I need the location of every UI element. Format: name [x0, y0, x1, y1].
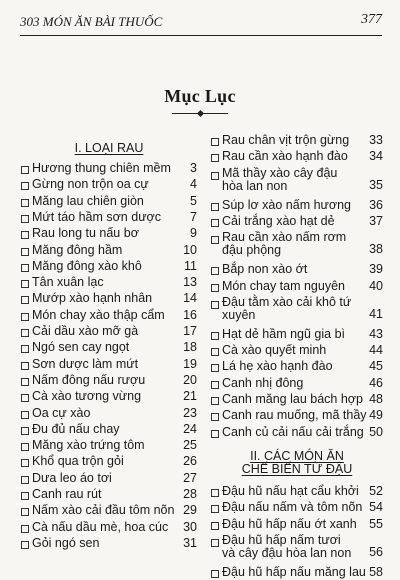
toc-entry-page: 17 — [183, 324, 197, 338]
toc-entry — [21, 537, 197, 551]
toc-entry-page: 39 — [369, 262, 383, 277]
bullet-box-icon — [21, 411, 29, 419]
toc-entry-title: Món chay tam nguyên — [222, 278, 345, 293]
bullet-box-icon — [211, 236, 219, 244]
toc-entry — [21, 472, 197, 486]
toc-entry-title: Canh rau muống, mã thầy — [222, 408, 367, 423]
toc-entry — [21, 374, 197, 388]
toc-entry — [211, 501, 383, 515]
toc-entry-page: 7 — [190, 209, 197, 224]
running-header — [20, 14, 382, 32]
toc-entry-page: 4 — [190, 177, 197, 192]
bullet-box-icon — [211, 301, 219, 309]
toc-entry-page: 44 — [369, 343, 383, 358]
book-title: 303 MÓN ĂN BÀI THUỐC — [20, 14, 163, 29]
toc-entry-page: 9 — [190, 226, 197, 241]
toc-entry-page: 49 — [369, 408, 383, 423]
toc-entry-page: 14 — [183, 291, 197, 306]
bullet-box-icon — [211, 505, 219, 513]
toc-entry-title: Gỏi ngó sen — [32, 535, 100, 550]
toc-entry-title: Đậu hũ nấu hạt cẩu khởi — [222, 483, 359, 498]
toc-entry-title: Rau long tu nấu bơ — [32, 226, 139, 241]
toc-entry-page: 23 — [183, 405, 197, 420]
toc-entry-title: Đậu hũ hấp nấu măng lau — [222, 564, 366, 579]
toc-entry-title: Oa cự xào — [32, 405, 91, 420]
toc-entry-page: 37 — [369, 213, 383, 228]
bullet-box-icon — [21, 182, 29, 190]
page-title: Mục Lục — [164, 86, 236, 106]
bullet-box-icon — [21, 508, 29, 516]
toc-entry-title: Nấm đông nấu rượu — [32, 372, 146, 387]
bullet-box-icon — [21, 541, 29, 549]
bullet-box-icon — [21, 427, 29, 435]
toc-entry-page: 46 — [369, 375, 383, 390]
toc-entry — [21, 178, 197, 192]
title-ornament — [172, 111, 228, 117]
toc-entry — [211, 150, 383, 164]
bullet-box-icon — [211, 489, 219, 497]
toc-entry — [21, 162, 197, 176]
toc-entry — [211, 566, 383, 580]
toc-entry-title: Mướp xào hạnh nhân — [32, 291, 153, 306]
bullet-box-icon — [21, 459, 29, 467]
toc-entry-page: 29 — [183, 503, 197, 518]
toc-entry-page: 27 — [183, 470, 197, 485]
bullet-box-icon — [21, 394, 29, 402]
toc-entry-page: 58 — [369, 564, 383, 579]
bullet-box-icon — [21, 199, 29, 207]
toc-entry — [21, 439, 197, 453]
bullet-box-icon — [211, 430, 219, 438]
toc-entry-page: 38 — [369, 242, 383, 257]
toc-entry-page: 52 — [369, 483, 383, 498]
bullet-box-icon — [21, 231, 29, 239]
bullet-box-icon — [21, 525, 29, 533]
toc-entry — [211, 280, 383, 294]
toc-entry-page: 43 — [369, 326, 383, 341]
toc-entry-title: Canh rau rút — [32, 487, 102, 501]
bullet-box-icon — [21, 378, 29, 386]
toc-entry-page: 16 — [183, 307, 197, 322]
toc-entry — [211, 167, 383, 193]
toc-entry-page: 31 — [183, 535, 197, 550]
toc-entry — [21, 358, 197, 372]
toc-entry — [21, 276, 197, 290]
ornament-diamond — [196, 110, 203, 117]
toc-entry-title: Rau cần xào nấm rơm đậu phộng — [222, 230, 347, 258]
toc-entry — [21, 521, 197, 535]
toc-entry-title: Rau chân vịt trộn gừng — [222, 133, 350, 147]
bullet-box-icon — [21, 476, 29, 484]
toc-entry — [21, 211, 197, 225]
toc-entry-title: Đậu hũ hấp nấu ớt xanh — [222, 516, 357, 531]
toc-entry-page: 25 — [183, 438, 197, 453]
toc-entry-page: 24 — [183, 421, 197, 436]
toc-entry-title: Măng xào trứng tôm — [32, 438, 145, 453]
toc-entry-page: 54 — [369, 500, 383, 515]
page-number: 377 — [361, 12, 382, 27]
toc-entry-page: 21 — [183, 389, 197, 404]
toc-entry-page: 11 — [184, 258, 197, 273]
toc-entry-page: 45 — [369, 359, 383, 374]
header-rule — [20, 35, 382, 36]
toc-entry — [21, 455, 197, 469]
bullet-box-icon — [211, 570, 219, 578]
toc-entry-title: Măng đông xào khô — [32, 258, 142, 273]
toc-entry-title: Đậu tằm xào cải khô tứ xuyên — [222, 294, 352, 322]
toc-entry — [211, 518, 383, 532]
bullet-box-icon — [211, 138, 219, 146]
toc-entry — [21, 325, 197, 339]
bullet-box-icon — [211, 332, 219, 340]
bullet-box-icon — [21, 492, 29, 500]
toc-entry-title: Ngó sen cay ngọt — [32, 340, 130, 355]
bullet-box-icon — [211, 539, 219, 547]
bullet-box-icon — [211, 154, 219, 162]
toc-entry-page: 33 — [369, 133, 383, 147]
toc-entry-title: Hương thung chiên mềm — [32, 161, 171, 175]
toc-entry-title: Cải dầu xào mỡ gà — [32, 324, 139, 338]
toc-entry-page: 10 — [183, 242, 197, 257]
toc-section-heading: I. LOẠI RAU — [74, 141, 144, 155]
toc-entry — [211, 344, 383, 358]
toc-entry-title: Cà xào tương vừng — [32, 389, 142, 404]
toc-entry-page: 20 — [183, 372, 197, 387]
bullet-box-icon — [211, 267, 219, 275]
toc-entry-title: Hạt dẻ hầm ngũ gia bì — [222, 326, 345, 341]
toc-entry — [211, 393, 383, 407]
toc-entry — [21, 423, 197, 437]
toc-entry — [21, 309, 197, 323]
bullet-box-icon — [21, 264, 29, 272]
toc-entry-page: 5 — [190, 193, 197, 208]
bullet-box-icon — [211, 522, 219, 530]
bullet-box-icon — [211, 203, 219, 211]
toc-entry-page: 41 — [369, 306, 383, 321]
toc-entry-title: Canh củ cải nấu cải trắng — [222, 424, 364, 439]
bullet-box-icon — [21, 362, 29, 370]
bullet-box-icon — [211, 172, 219, 180]
bullet-box-icon — [21, 329, 29, 337]
bullet-box-icon — [211, 284, 219, 292]
bullet-box-icon — [21, 248, 29, 256]
toc-entry-title: Canh nhị đông — [222, 375, 304, 390]
bullet-box-icon — [21, 313, 29, 321]
toc-entry — [21, 227, 197, 241]
toc-entry — [211, 328, 383, 342]
toc-entry-title: Măng đông hầm — [32, 242, 123, 257]
toc-entry-title: Nấm xào cải đầu tôm nõn — [32, 503, 175, 518]
toc-section-heading: II. CÁC MÓN ĂN — [250, 448, 344, 463]
toc-entry-page: 34 — [369, 149, 383, 164]
toc-entry — [21, 244, 197, 258]
toc-entry-title: Cải trắng xào hạt dẻ — [222, 213, 335, 228]
bullet-box-icon — [21, 280, 29, 288]
toc-entry — [211, 409, 383, 423]
toc-entry-title: Canh măng lau bách hợp — [222, 392, 363, 406]
toc-entry — [211, 134, 383, 148]
toc-entry-page: 30 — [183, 519, 197, 534]
toc-entry — [21, 407, 197, 421]
bullet-box-icon — [21, 345, 29, 353]
bullet-box-icon — [211, 219, 219, 227]
toc-entry-page: 3 — [190, 161, 197, 175]
toc-entry-title: Súp lơ xào nấm hương — [222, 197, 351, 212]
toc-entry-title: Đậu hũ hấp nấm tươi và cây đậu hòa lan non — [222, 532, 352, 560]
toc-entry — [21, 341, 197, 355]
toc-section-heading: CHẾ BIẾN TỪ ĐẬU — [241, 461, 353, 476]
toc-entry-page: 13 — [183, 275, 197, 290]
toc-entry-page: 36 — [369, 197, 383, 212]
toc-entry — [21, 488, 197, 502]
toc-entry — [211, 426, 383, 440]
toc-entry — [21, 195, 197, 209]
toc-entry-title: Món chay xào thập cẩm — [32, 307, 165, 322]
toc-entry — [21, 292, 197, 306]
toc-entry-title: Bắp non xào ớt — [222, 262, 308, 277]
toc-entry — [211, 199, 383, 213]
toc-entry — [21, 260, 197, 274]
toc-entry — [211, 215, 383, 229]
toc-entry-title: Đậu nấu nấm và tôm nõn — [222, 500, 363, 515]
toc-entry-title: Lá hẹ xào hạnh đào — [222, 359, 333, 374]
toc-entry-page: 50 — [369, 424, 383, 439]
bullet-box-icon — [21, 296, 29, 304]
toc-entry — [211, 485, 383, 499]
toc-entry-page: 56 — [369, 544, 383, 559]
bullet-box-icon — [21, 215, 29, 223]
bullet-box-icon — [211, 348, 219, 356]
toc-entry-page: 18 — [183, 340, 197, 355]
toc-entry — [21, 390, 197, 404]
toc-entry-title: Gừng non trộn oa cự — [32, 177, 149, 192]
toc-entry — [211, 263, 383, 277]
toc-entry — [211, 360, 383, 374]
toc-entry-page: 55 — [369, 516, 383, 531]
bullet-box-icon — [211, 397, 219, 405]
toc-entry-title: Mứt táo hầm sơn dược — [32, 209, 162, 224]
toc-entry-title: Sơn dược làm mứt — [32, 356, 139, 371]
toc-entry-title: Rau cần xào hạnh đào — [222, 149, 348, 164]
bullet-box-icon — [211, 381, 219, 389]
toc-entry-title: Dưa leo áo tơi — [32, 470, 112, 485]
toc-entry — [211, 377, 383, 391]
toc-entry-title: Cà nấu dầu mè, hoa cúc — [32, 519, 169, 534]
toc-entry-page: 35 — [369, 177, 383, 192]
toc-entry-title: Khổ qua trộn gỏi — [32, 454, 124, 469]
toc-entry — [21, 504, 197, 518]
toc-entry-page: 28 — [183, 487, 197, 501]
bullet-box-icon — [211, 364, 219, 372]
bullet-box-icon — [211, 413, 219, 421]
toc-entry-page: 48 — [369, 392, 383, 406]
toc-entry-title: Cà xào quyết minh — [222, 343, 327, 358]
bullet-box-icon — [21, 166, 29, 174]
toc-entry — [211, 231, 383, 257]
toc-entry-title: Đu đủ nấu chay — [32, 421, 120, 436]
toc-entry — [211, 534, 383, 560]
toc-entry-page: 26 — [183, 454, 197, 469]
toc-entry-title: Mã thầy xào cây đậu hòa lan non — [222, 165, 338, 193]
toc-entry-page: 19 — [183, 356, 197, 371]
toc-entry-title: Tân xuân lạc — [32, 275, 104, 290]
toc-entry-page: 40 — [369, 278, 383, 293]
toc-entry-title: Măng lau chiên giòn — [32, 193, 144, 208]
bullet-box-icon — [21, 443, 29, 451]
toc-entry — [211, 296, 383, 322]
